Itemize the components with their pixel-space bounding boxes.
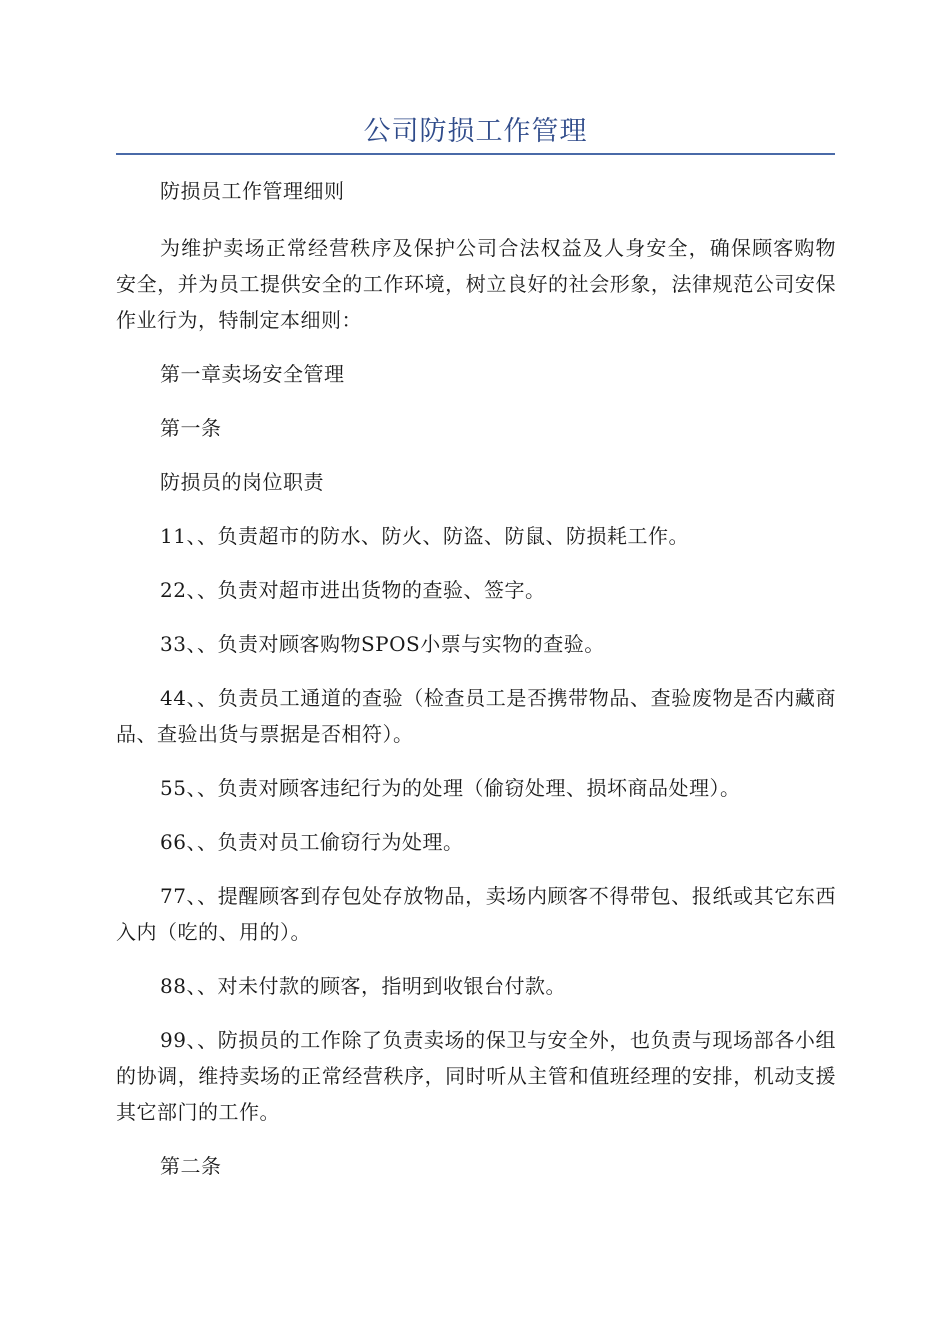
intro-paragraph: 为维护卖场正常经营秩序及保护公司合法权益及人身安全，确保顾客购物安全，并为员工提供安全的工作环境，树立良好的社会形象，法律规范公司安保作业行为，特制定本细则： — [116, 236, 836, 332]
list-item: 22、、负责对超市进出货物的查验、签字。 — [160, 578, 546, 602]
list-item: 88、、对未付款的顾客，指明到收银台付款。 — [160, 974, 566, 998]
chapter-heading: 第一章卖场安全管理 — [160, 362, 345, 386]
list-item: 33、、负责对顾客购物SPOS小票与实物的查验。 — [160, 632, 605, 656]
article-heading: 第一条 — [160, 416, 222, 440]
list-item: 44、、负责员工通道的查验（检查员工是否携带物品、查验废物是否内藏商品、查验出货与票据是否相符）。 — [116, 686, 836, 746]
document-title: 公司防损工作管理 — [363, 116, 588, 147]
section-heading: 防损员的岗位职责 — [160, 470, 324, 494]
article-heading: 第二条 — [160, 1154, 222, 1178]
subtitle-paragraph: 防损员工作管理细则 — [160, 179, 345, 203]
list-item: 66、、负责对员工偷窃行为处理。 — [160, 830, 464, 854]
list-item: 99、、防损员的工作除了负责卖场的保卫与安全外，也负责与现场部各小组的协调，维持卖场的正常经营秩序，同时听从主管和值班经理的安排，机动支援其它部门的工作。 — [116, 1028, 836, 1124]
list-item: 11、、负责超市的防水、防火、防盗、防鼠、防损耗工作。 — [160, 524, 689, 548]
document-body — [116, 173, 836, 1184]
list-item: 77、、提醒顾客到存包处存放物品，卖场内顾客不得带包、报纸或其它东西入内（吃的、用的）。 — [116, 884, 836, 944]
title-underline — [116, 153, 835, 155]
list-item: 55、、负责对顾客违纪行为的处理（偷窃处理、损坏商品处理）。 — [160, 776, 741, 800]
